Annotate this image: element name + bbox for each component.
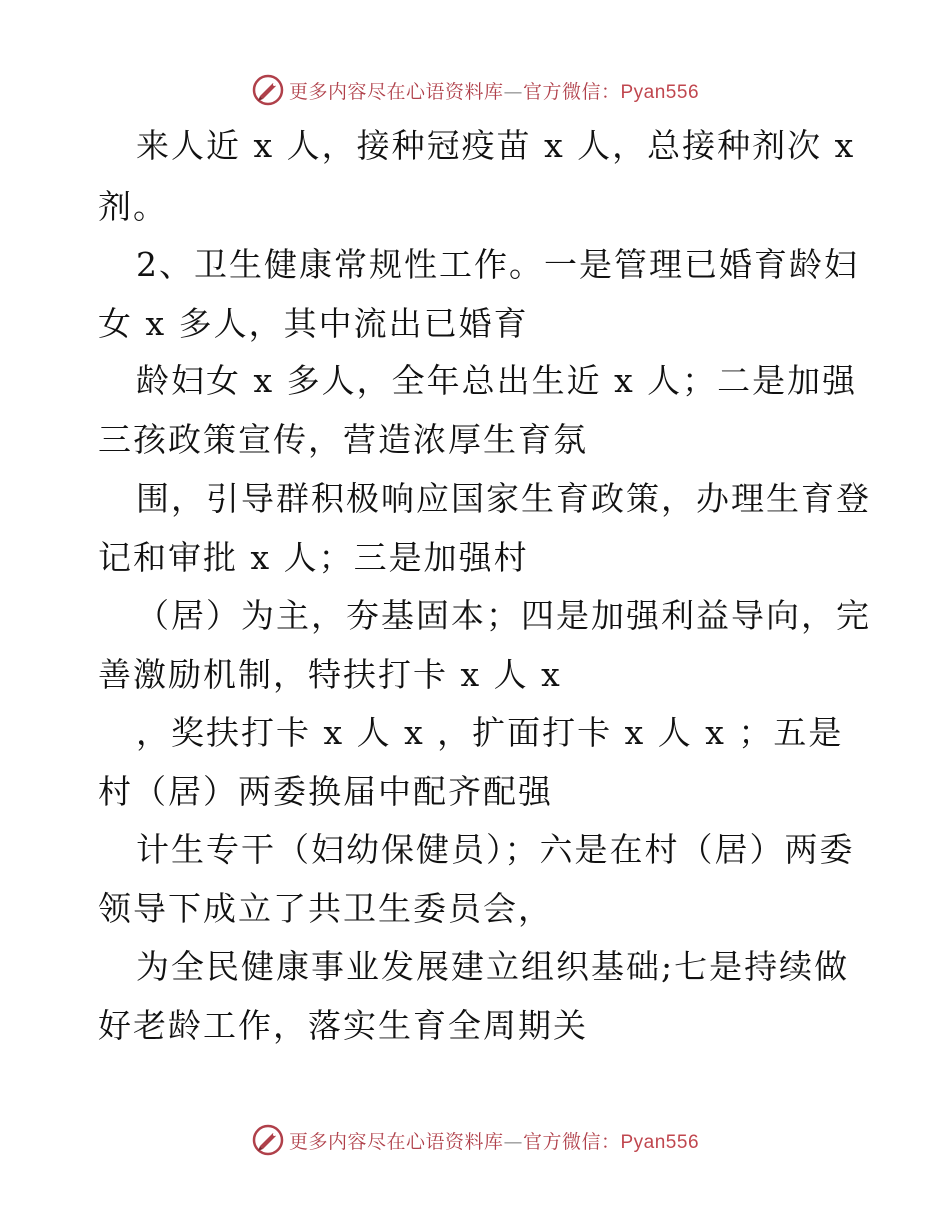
header-separator: — — [503, 80, 523, 103]
footer-banner-text — [289, 1127, 699, 1154]
body-line-4: 女 x 多人，其中流出已婚育 — [98, 304, 529, 343]
body-line-14: 领导下成立了共卫生委员会， — [98, 889, 553, 928]
body-line-16: 好老龄工作，落实生育全周期关 — [98, 1006, 588, 1045]
pen-logo-icon — [251, 73, 285, 107]
body-line-12: 村（居）两委换届中配齐配强 — [98, 772, 553, 811]
body-line-3: 2、卫生健康常规性工作。一是管理已婚育龄妇 — [136, 245, 859, 284]
footer-separator: — — [503, 1130, 523, 1153]
body-line-13: 计生专干（妇幼保健员）；六是在村（居）两委 — [136, 830, 855, 869]
body-line-2: 剂。 — [98, 187, 168, 226]
body-line-5: 龄妇女 x 多人，全年总出生近 x 人；二是加强 — [136, 361, 858, 400]
footer-wechat-id: Pyan556 — [620, 1131, 700, 1153]
body-line-7: 围，引导群积极响应国家生育政策，办理生育登 — [136, 479, 871, 518]
header-wechat-text: 官方微信： — [522, 80, 621, 103]
body-line-11: ，奖扶打卡 x 人 x ，扩面打卡 x 人 x ；五是 — [136, 713, 844, 752]
body-line-9: （居）为主，夯基固本；四是加强利益导向，完 — [136, 596, 871, 635]
header-watermark — [0, 70, 950, 110]
footer-wechat-text: 官方微信： — [522, 1130, 621, 1153]
body-line-10: 善激励机制，特扶打卡 x 人 x — [98, 655, 562, 694]
header-site-text: 更多内容尽在心语资料库 — [288, 80, 504, 103]
body-line-1: 来人近 x 人，接种冠疫苗 x 人，总接种剂次 x — [136, 126, 856, 165]
footer-watermark — [0, 1120, 950, 1160]
pen-logo-icon — [251, 1123, 285, 1157]
body-line-15: 为全民健康事业发展建立组织基础;七是持续做 — [136, 947, 850, 986]
footer-site-text: 更多内容尽在心语资料库 — [288, 1130, 504, 1153]
header-banner-text — [289, 77, 699, 104]
body-line-6: 三孩政策宣传，营造浓厚生育氛 — [98, 420, 588, 459]
body-line-8: 记和审批 x 人；三是加强村 — [98, 538, 529, 577]
header-wechat-id: Pyan556 — [620, 81, 700, 103]
